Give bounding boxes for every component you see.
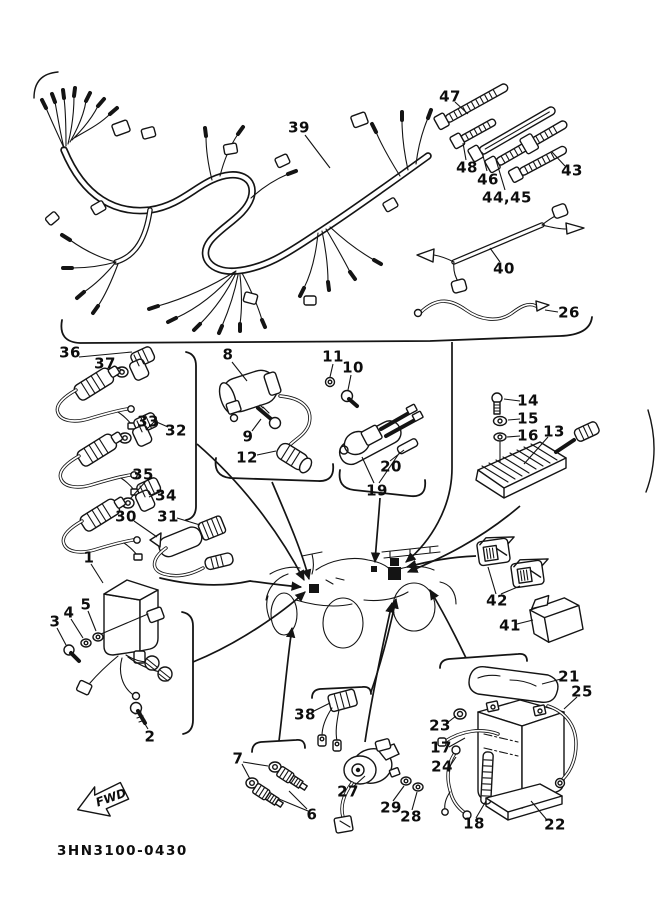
rectifier-side-bracket — [646, 410, 654, 492]
battery-group — [438, 654, 576, 820]
leader-harness-to-vehicle — [406, 342, 452, 562]
callout-14: 14 — [517, 391, 539, 410]
callout-41: 41 — [499, 616, 521, 635]
callout-47: 47 — [439, 87, 461, 106]
callout-22: 22 — [544, 815, 566, 834]
leader-switch-to-vehicle — [375, 498, 380, 562]
leader-coil-to-vehicle — [272, 482, 309, 579]
callout-37: 37 — [94, 354, 116, 373]
callout-34: 34 — [155, 486, 177, 505]
callout-32: 32 — [165, 421, 187, 440]
callout-42: 42 — [486, 591, 508, 610]
callout-46: 46 — [477, 170, 499, 189]
callout-43: 43 — [561, 161, 583, 180]
callout-29: 29 — [380, 798, 402, 817]
callout-25: 25 — [571, 682, 593, 701]
cap-group-bracket — [186, 352, 196, 520]
callout-17: 17 — [430, 738, 452, 757]
leader-battery-to-vehicle — [430, 590, 466, 658]
callout-24: 24 — [431, 757, 453, 776]
callout-16: 16 — [517, 426, 539, 445]
relay-42a — [476, 534, 517, 566]
callout-13: 13 — [543, 422, 565, 441]
callout-19: 19 — [366, 481, 388, 500]
callout-1: 1 — [83, 548, 95, 567]
callout-44-45: 44,45 — [482, 188, 532, 207]
callout-9: 9 — [242, 427, 254, 446]
callout-33: 33 — [137, 412, 159, 431]
sensor-30-31 — [150, 515, 250, 585]
fwd-label: FWD — [93, 785, 129, 810]
frame-corner-line — [34, 72, 58, 98]
callout-39: 39 — [288, 118, 310, 137]
callout-28: 28 — [400, 807, 422, 826]
harness-group-brace — [61, 317, 592, 343]
callout-3: 3 — [49, 612, 61, 631]
callout-8: 8 — [222, 345, 234, 364]
callout-23: 23 — [429, 716, 451, 735]
callout-36: 36 — [59, 343, 81, 362]
relay-42b — [510, 556, 551, 588]
callout-31: 31 — [157, 507, 179, 526]
sub-wire-harness — [417, 203, 584, 294]
callout-35: 35 — [132, 465, 154, 484]
callout-2: 2 — [144, 727, 156, 746]
main-wire-harness — [42, 88, 431, 333]
callout-38: 38 — [294, 705, 316, 724]
leader-plugs-to-vehicle — [279, 628, 292, 741]
spark-plugs-group — [246, 740, 309, 810]
callout-4: 4 — [63, 603, 75, 622]
callout-18: 18 — [463, 814, 485, 833]
callout-10: 10 — [342, 358, 364, 377]
connector-38 — [312, 687, 371, 751]
callout-30: 30 — [115, 507, 137, 526]
callout-40: 40 — [493, 259, 515, 278]
harness-connectors — [45, 112, 399, 305]
callout-11: 11 — [322, 347, 344, 366]
callout-21: 21 — [558, 667, 580, 686]
lead-wire-26 — [415, 301, 550, 319]
callout-20: 20 — [380, 457, 402, 476]
callout-12: 12 — [236, 448, 258, 467]
callout-48: 48 — [456, 158, 478, 177]
leader-horn-to-vehicle — [365, 603, 392, 742]
diagram-code: 3HN3100-0430 — [57, 843, 188, 859]
callout-26: 26 — [558, 303, 580, 322]
fwd-arrow — [73, 780, 131, 824]
callout-7: 7 — [232, 749, 244, 768]
callout-15: 15 — [517, 409, 539, 428]
relay-cover-41 — [528, 591, 584, 645]
callout-5: 5 — [80, 595, 92, 614]
callout-6: 6 — [306, 805, 318, 824]
callout-27: 27 — [337, 782, 359, 801]
